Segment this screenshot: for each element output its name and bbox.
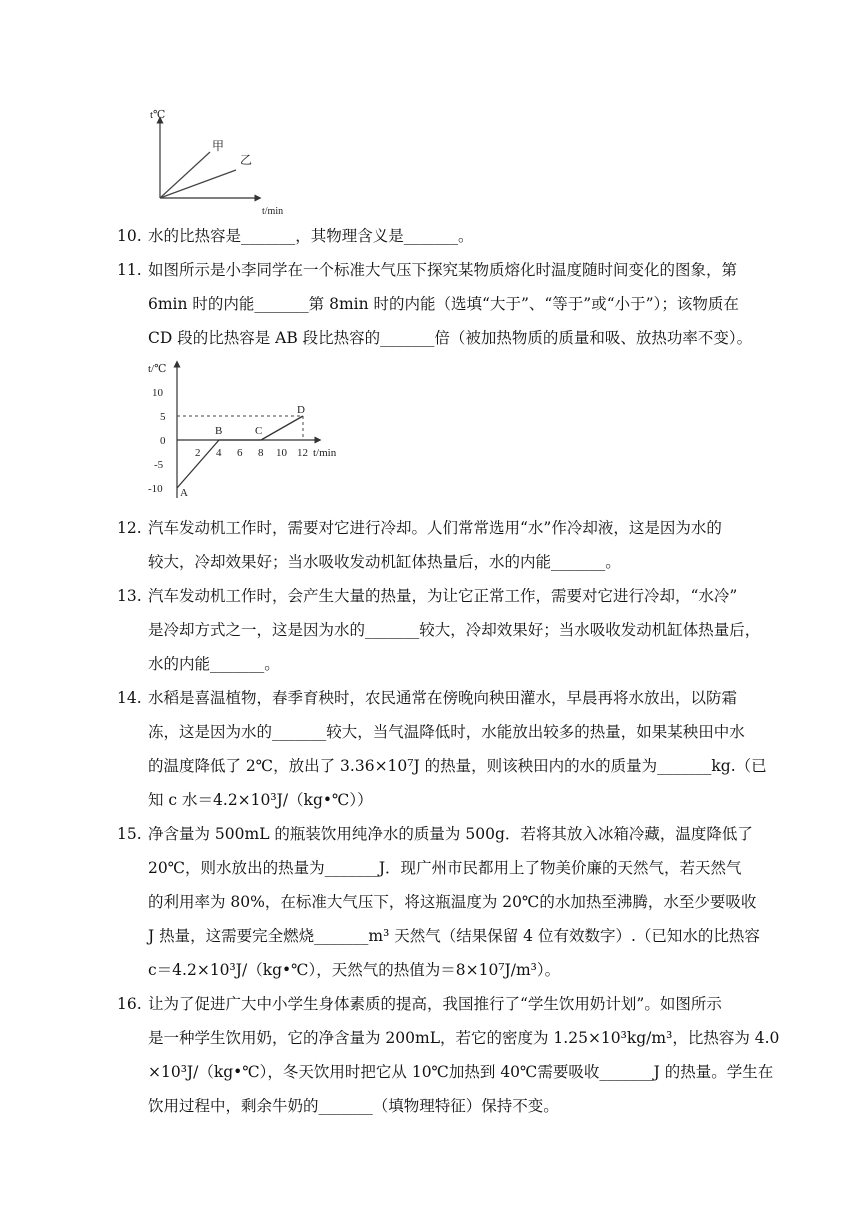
question-line: 的利用率为 80%，在标准大气压下，将这瓶温度为 20℃的水加热至沸腾，水至少要吸收 <box>148 893 757 911</box>
figure-1-x-label: t/min <box>262 206 284 217</box>
question-line: 冻，这是因为水的_______较大，当气温降低时，水能放出较多的热量，如果某秧田中水 <box>148 723 745 741</box>
figure-2-x-tick: 6 <box>237 447 243 459</box>
figure-1-line-jia <box>160 152 210 198</box>
figure-2-y-label: t/℃ <box>148 363 167 375</box>
figure-2-x-tick: 2 <box>195 447 201 459</box>
question-line: 如图所示是小李同学在一个标准大气压下探究某物质熔化时温度随时间变化的图象，第 <box>148 261 738 279</box>
figure-2-segment-cd <box>261 416 303 440</box>
figure-2-x-tick: 4 <box>216 447 222 459</box>
question-line: 是冷却方式之一，这是因为水的_______较大，冷却效果好；当水吸收发动机缸体热量后， <box>148 621 761 639</box>
question-line: 汽车发动机工作时，会产生大量的热量，为让它正常工作，需要对它进行冷却，“水冷” <box>148 587 738 605</box>
question-number: 16. <box>117 995 142 1013</box>
question-line: 汽车发动机工作时，需要对它进行冷却。人们常常选用“水”作冷却液，这是因为水的 <box>148 519 722 537</box>
figure-2-y-tick: 10 <box>152 387 163 399</box>
figure-1-label-jia: 甲 <box>212 139 225 153</box>
question-line: 饮用过程中，剩余牛奶的_______（填物理特征）保持不变。 <box>148 1097 559 1115</box>
figure-2-x-label: t/min <box>313 447 337 459</box>
question-line: 是一种学生饮用奶，它的净含量为 200mL，若它的密度为 1.25×10³kg/m³，比热容为 4.0 <box>148 1029 780 1047</box>
figure-2-point-b: B <box>215 425 223 437</box>
question-line: 的温度降低了 2℃，放出了 3.36×10⁷J 的热量，则该秧田内的水的质量为_______kg.（已 <box>148 757 767 775</box>
question-line: J 热量，这需要完全燃烧_______m³ 天然气（结果保留 4 位有效数字）.（已知水的比热容 <box>148 927 760 945</box>
question-number: 15. <box>117 825 142 843</box>
question-10 <box>117 219 737 253</box>
figure-2-x-tick: 10 <box>276 447 287 459</box>
figure-2-svg <box>140 358 360 503</box>
question-line: 让为了促进广大中小学生身体素质的提高，我国推行了“学生饮用奶计划”。如图所示 <box>148 995 722 1013</box>
figure-2-y-tick: 5 <box>160 411 166 423</box>
figure-1-y-label: t℃ <box>150 109 166 121</box>
figure-1-graph <box>148 100 298 220</box>
figure-2-y-tick: -5 <box>154 459 164 471</box>
figure-1-line-yi <box>160 170 236 198</box>
question-line: 知 c 水＝4.2×10³J/（kg•℃）） <box>148 791 373 809</box>
question-line: 20℃，则水放出的热量为_______J．现广州市民都用上了物美价廉的天然气，若天然气 <box>148 859 742 877</box>
question-number: 13. <box>117 587 142 605</box>
figure-2-graph <box>140 358 360 503</box>
question-13 <box>117 579 761 681</box>
question-11 <box>117 253 753 355</box>
question-14 <box>117 681 767 817</box>
figure-2-point-c: C <box>255 425 263 437</box>
figure-2-x-tick: 8 <box>258 447 264 459</box>
question-16 <box>117 987 780 1123</box>
figure-2-point-a: A <box>180 487 188 499</box>
question-line: ×10³J/（kg•℃），冬天饮用时把它从 10℃加热到 40℃需要吸收_______J 的热量。学生在 <box>148 1063 774 1081</box>
question-line: 水的比热容是_______，其物理含义是_______。 <box>148 227 474 245</box>
question-12 <box>117 511 737 579</box>
question-line: 净含量为 500mL 的瓶装饮用纯净水的质量为 500g．若将其放入冰箱冷藏，温度降低了 <box>148 825 753 843</box>
figure-2-point-d: D <box>297 404 305 416</box>
question-line: 水的内能_______。 <box>148 655 280 673</box>
question-15 <box>117 817 760 987</box>
question-line: 较大，冷却效果好；当水吸收发动机缸体热量后，水的内能_______。 <box>148 553 621 571</box>
question-number: 10. <box>117 227 142 245</box>
question-number: 11. <box>117 261 142 279</box>
figure-1-label-yi: 乙 <box>240 153 253 167</box>
question-number: 12. <box>117 519 142 537</box>
figure-2-y-tick: -10 <box>148 483 163 495</box>
figure-1-svg <box>148 100 298 220</box>
figure-2-x-tick: 12 <box>297 447 308 459</box>
question-line: c＝4.2×10³J/（kg•℃），天然气的热值为＝8×10⁷J/m³）。 <box>148 961 561 979</box>
question-line: CD 段的比热容是 AB 段比热容的_______倍（被加热物质的质量和吸、放热功率不变）。 <box>148 329 753 347</box>
figure-2-y-tick: 0 <box>160 435 166 447</box>
question-line: 6min 时的内能_______第 8min 时的内能（选填“大于”、“等于”或“小于”）；该物质在 <box>148 295 739 313</box>
question-line: 水稻是喜温植物，春季育秧时，农民通常在傍晚向秧田灌水，早晨再将水放出，以防霜 <box>148 689 738 707</box>
question-number: 14. <box>117 689 142 707</box>
